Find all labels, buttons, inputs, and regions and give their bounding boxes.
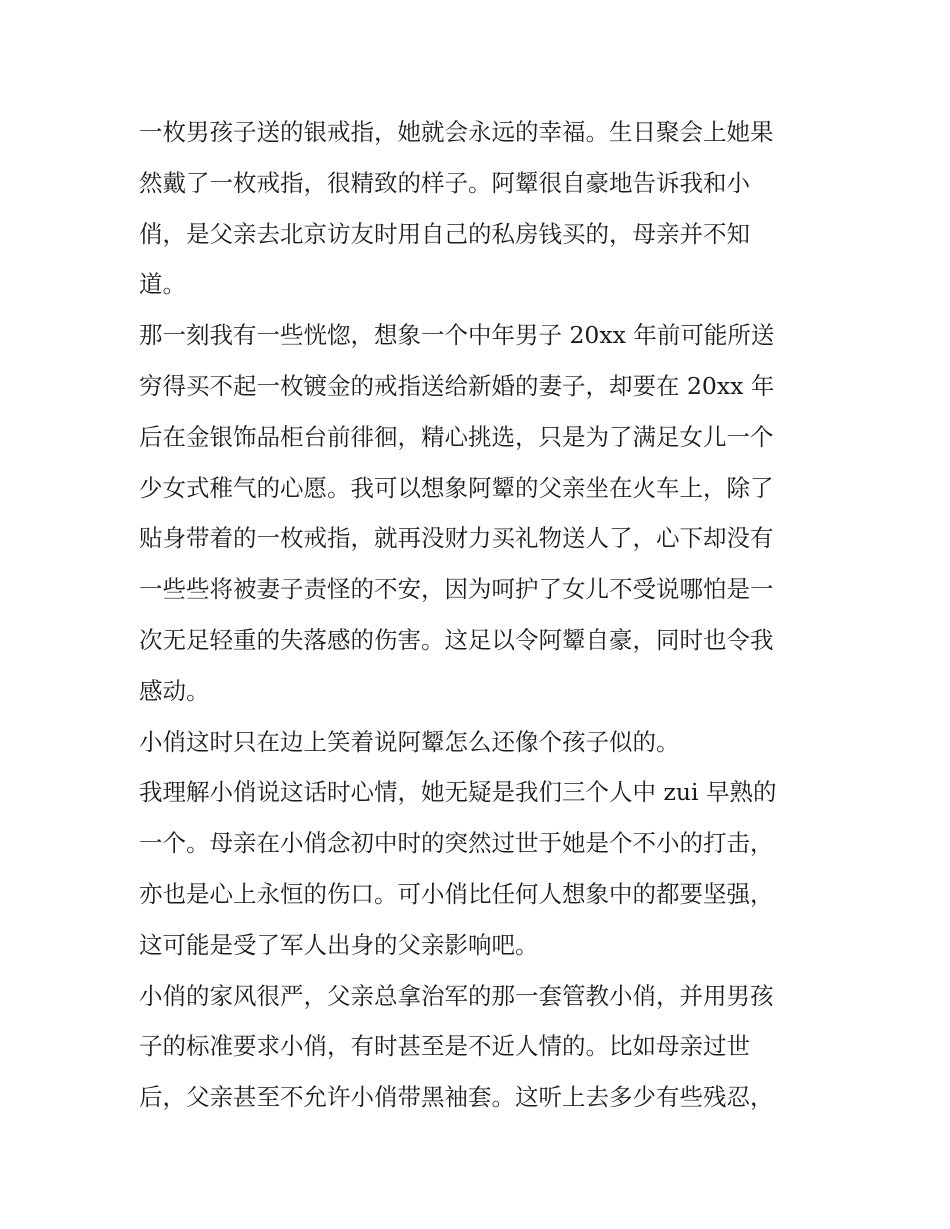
text-line: 次无足轻重的失落感的伤害。这足以令阿颦自豪，同时也令我: [139, 625, 774, 654]
text-line: 少女式稚气的心愿。我可以想象阿颦的父亲坐在火车上，除了: [139, 473, 774, 502]
text-line: 贴身带着的一枚戒指，就再没财力买礼物送人了，心下却没有: [139, 524, 774, 553]
text-line: 后，父亲甚至不允许小俏带黑袖套。这听上去多少有些残忍，: [139, 1083, 774, 1112]
text-line: 感动。: [139, 676, 210, 705]
text-line: 这可能是受了军人出身的父亲影响吧。: [139, 930, 539, 959]
text-line: 一枚男孩子送的银戒指，她就会永远的幸福。生日聚会上她果: [139, 118, 774, 146]
text-line: 穷得买不起一枚镀金的戒指送给新婚的妻子，却要在 20xx 年: [139, 371, 775, 400]
text-line: 我理解小俏说这话时心情，她无疑是我们三个人中 zui 早熟的: [139, 778, 777, 807]
body-text: [139, 107, 819, 1123]
text-line: 那一刻我有一些恍惚，想象一个中年男子 20xx 年前可能所送: [139, 321, 775, 350]
text-line: 小俏的家风很严，父亲总拿治军的那一套管教小俏，并用男孩: [139, 981, 774, 1010]
text-line: 亦也是心上永恒的伤口。可小俏比任何人想象中的都要坚强，: [139, 879, 774, 908]
text-line: 然戴了一枚戒指，很精致的样子。阿颦很自豪地告诉我和小: [139, 168, 750, 197]
text-line: 道。: [139, 270, 186, 299]
text-line: 一个。母亲在小俏念初中时的突然过世于她是个不小的打击，: [139, 829, 774, 858]
text-line: 俏，是父亲去北京访友时用自己的私房钱买的，母亲并不知: [139, 219, 750, 248]
text-line: 小俏这时只在边上笑着说阿颦怎么还像个孩子似的。: [139, 727, 680, 756]
text-line: 后在金银饰品柜台前徘徊，精心挑选，只是为了满足女儿一个: [139, 422, 774, 451]
text-line: 一些些将被妻子责怪的不安，因为呵护了女儿不受说哪怕是一: [139, 575, 774, 604]
text-line: 子的标准要求小俏，有时甚至是不近人情的。比如母亲过世: [139, 1032, 750, 1061]
